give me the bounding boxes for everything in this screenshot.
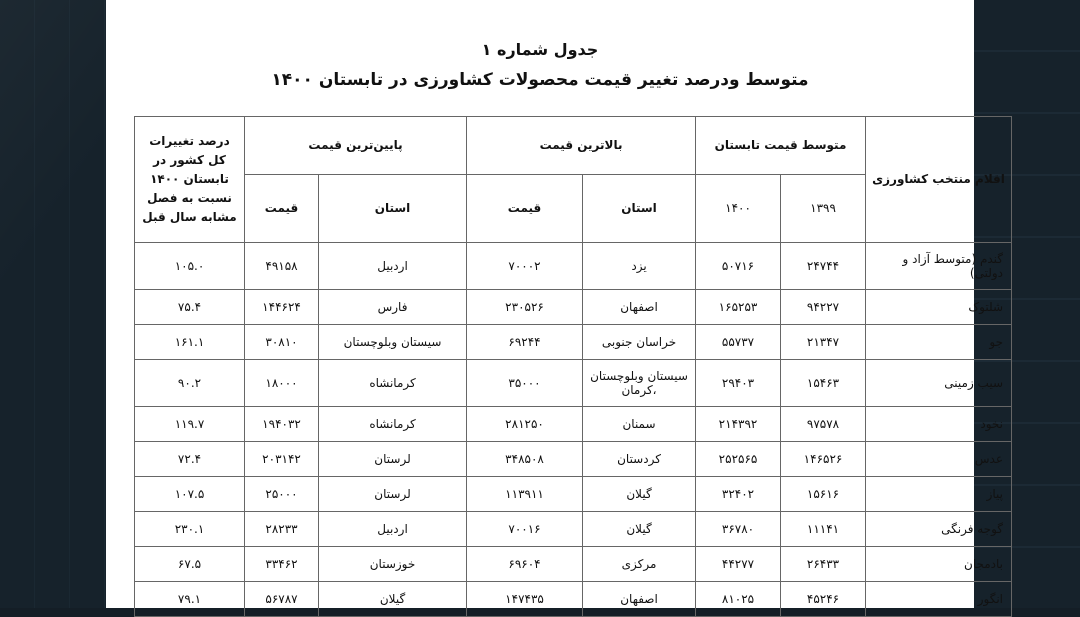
price-table xyxy=(134,116,1012,617)
cell-item: عدس xyxy=(866,442,1012,477)
header-year-1400: ۱۴۰۰ xyxy=(696,175,781,243)
cell-change-percent: ۱۰۷.۵ xyxy=(135,477,245,512)
header-highest-province: استان xyxy=(583,175,696,243)
cell-lowest-price: ۵۶۷۸۷ xyxy=(245,582,319,617)
header-row-1 xyxy=(135,117,1012,175)
table-row xyxy=(135,407,1012,442)
cell-item: انگور xyxy=(866,582,1012,617)
cell-price-1399: ۱۵۴۶۳ xyxy=(781,360,866,407)
cell-lowest-province: اردبیل xyxy=(319,512,467,547)
cell-change-percent: ۷۹.۱ xyxy=(135,582,245,617)
cell-lowest-price: ۲۸۲۳۳ xyxy=(245,512,319,547)
cell-highest-province: کردستان xyxy=(583,442,696,477)
cell-highest-price: ۳۴۸۵۰۸ xyxy=(467,442,583,477)
cell-price-1399: ۱۴۶۵۲۶ xyxy=(781,442,866,477)
cell-lowest-price: ۳۰۸۱۰ xyxy=(245,325,319,360)
cell-price-1400: ۲۵۲۵۶۵ xyxy=(696,442,781,477)
header-lowest-price: قیمت xyxy=(245,175,319,243)
cell-lowest-province: سیستان وبلوچستان xyxy=(319,325,467,360)
cell-highest-province: یزد xyxy=(583,243,696,290)
cell-price-1399: ۹۷۵۷۸ xyxy=(781,407,866,442)
cell-highest-price: ۳۵۰۰۰ xyxy=(467,360,583,407)
cell-lowest-province: گیلان xyxy=(319,582,467,617)
cell-highest-price: ۶۹۶۰۴ xyxy=(467,547,583,582)
table-row xyxy=(135,582,1012,617)
cell-lowest-price: ۱۴۴۶۲۴ xyxy=(245,290,319,325)
cell-price-1399: ۹۴۲۲۷ xyxy=(781,290,866,325)
cell-lowest-province: خوزستان xyxy=(319,547,467,582)
header-avg-summer: متوسط قیمت تابستان xyxy=(696,117,866,175)
header-highest-price: قیمت xyxy=(467,175,583,243)
header-year-1399: ۱۳۹۹ xyxy=(781,175,866,243)
cell-item: بادمجان xyxy=(866,547,1012,582)
cell-lowest-price: ۱۹۴۰۳۲ xyxy=(245,407,319,442)
cell-item: گندم (متوسط آزاد و دولتی) xyxy=(866,243,1012,290)
cell-price-1400: ۵۰۷۱۶ xyxy=(696,243,781,290)
cell-item: نخود xyxy=(866,407,1012,442)
cell-highest-province: گیلان xyxy=(583,477,696,512)
cell-price-1400: ۳۲۴۰۲ xyxy=(696,477,781,512)
cell-price-1399: ۴۵۲۴۶ xyxy=(781,582,866,617)
table-row xyxy=(135,360,1012,407)
cell-lowest-province: کرمانشاه xyxy=(319,360,467,407)
cell-price-1399: ۲۶۴۳۳ xyxy=(781,547,866,582)
table-subtitle: متوسط ودرصد تغییر قیمت محصولات کشاورزی در تابستان ۱۴۰۰ xyxy=(271,70,809,90)
cell-lowest-province: لرستان xyxy=(319,442,467,477)
table-row xyxy=(135,442,1012,477)
cell-item: شلتوک xyxy=(866,290,1012,325)
table-row xyxy=(135,547,1012,582)
cell-item: سیب زمینی xyxy=(866,360,1012,407)
cell-lowest-province: کرمانشاه xyxy=(319,407,467,442)
cell-lowest-price: ۴۹۱۵۸ xyxy=(245,243,319,290)
cell-lowest-province: فارس xyxy=(319,290,467,325)
cell-change-percent: ۷۵.۴ xyxy=(135,290,245,325)
cell-highest-price: ۷۰۰۰۲ xyxy=(467,243,583,290)
cell-item: جو xyxy=(866,325,1012,360)
cell-price-1400: ۵۵۷۳۷ xyxy=(696,325,781,360)
cell-highest-province: سمنان xyxy=(583,407,696,442)
cell-highest-price: ۲۳۰۵۲۶ xyxy=(467,290,583,325)
cell-highest-province: مرکزی xyxy=(583,547,696,582)
table-row xyxy=(135,290,1012,325)
table-row xyxy=(135,243,1012,290)
header-change: درصد تغییرات کل کشور در تابستان ۱۴۰۰ نسبت به فصل مشابه سال قبل xyxy=(135,117,245,243)
cell-lowest-province: لرستان xyxy=(319,477,467,512)
table-row xyxy=(135,512,1012,547)
background-left-panel xyxy=(0,0,106,608)
cell-price-1400: ۳۶۷۸۰ xyxy=(696,512,781,547)
cell-highest-province: خراسان جنوبی xyxy=(583,325,696,360)
cell-item: پیاز xyxy=(866,477,1012,512)
cell-highest-province: گیلان xyxy=(583,512,696,547)
cell-price-1399: ۱۵۶۱۶ xyxy=(781,477,866,512)
table-row xyxy=(135,477,1012,512)
cell-price-1399: ۱۱۱۴۱ xyxy=(781,512,866,547)
cell-lowest-price: ۱۸۰۰۰ xyxy=(245,360,319,407)
header-lowest-province: استان xyxy=(319,175,467,243)
cell-price-1400: ۱۶۵۲۵۳ xyxy=(696,290,781,325)
cell-highest-province: سیستان وبلوچستان ،کرمان xyxy=(583,360,696,407)
document-page xyxy=(106,0,1005,608)
cell-price-1399: ۲۴۷۴۴ xyxy=(781,243,866,290)
cell-change-percent: ۱۰۵.۰ xyxy=(135,243,245,290)
cell-lowest-province: اردبیل xyxy=(319,243,467,290)
cell-price-1400: ۲۱۴۳۹۲ xyxy=(696,407,781,442)
header-highest: بالاترین قیمت xyxy=(467,117,696,175)
cell-highest-price: ۲۸۱۲۵۰ xyxy=(467,407,583,442)
cell-item: گوجه فرنگی xyxy=(866,512,1012,547)
cell-highest-price: ۶۹۲۴۴ xyxy=(467,325,583,360)
cell-lowest-price: ۲۵۰۰۰ xyxy=(245,477,319,512)
cell-change-percent: ۱۱۹.۷ xyxy=(135,407,245,442)
cell-lowest-price: ۲۰۳۱۴۲ xyxy=(245,442,319,477)
cell-lowest-price: ۳۳۴۶۲ xyxy=(245,547,319,582)
cell-highest-province: اصفهان xyxy=(583,582,696,617)
table-number-title: جدول شماره ۱ xyxy=(481,40,599,59)
cell-price-1400: ۸۱۰۲۵ xyxy=(696,582,781,617)
cell-price-1399: ۲۱۳۴۷ xyxy=(781,325,866,360)
cell-highest-price: ۷۰۰۱۶ xyxy=(467,512,583,547)
cell-change-percent: ۶۷.۵ xyxy=(135,547,245,582)
cell-highest-price: ۱۴۷۴۳۵ xyxy=(467,582,583,617)
table-row xyxy=(135,325,1012,360)
cell-highest-price: ۱۱۳۹۱۱ xyxy=(467,477,583,512)
header-lowest: پایین‌ترین قیمت xyxy=(245,117,467,175)
cell-change-percent: ۷۲.۴ xyxy=(135,442,245,477)
cell-price-1400: ۴۴۲۷۷ xyxy=(696,547,781,582)
cell-price-1400: ۲۹۴۰۳ xyxy=(696,360,781,407)
cell-highest-province: اصفهان xyxy=(583,290,696,325)
cell-change-percent: ۲۳۰.۱ xyxy=(135,512,245,547)
cell-change-percent: ۹۰.۲ xyxy=(135,360,245,407)
cell-change-percent: ۱۶۱.۱ xyxy=(135,325,245,360)
header-item: اقلام منتخب کشاورزی xyxy=(866,117,1012,243)
